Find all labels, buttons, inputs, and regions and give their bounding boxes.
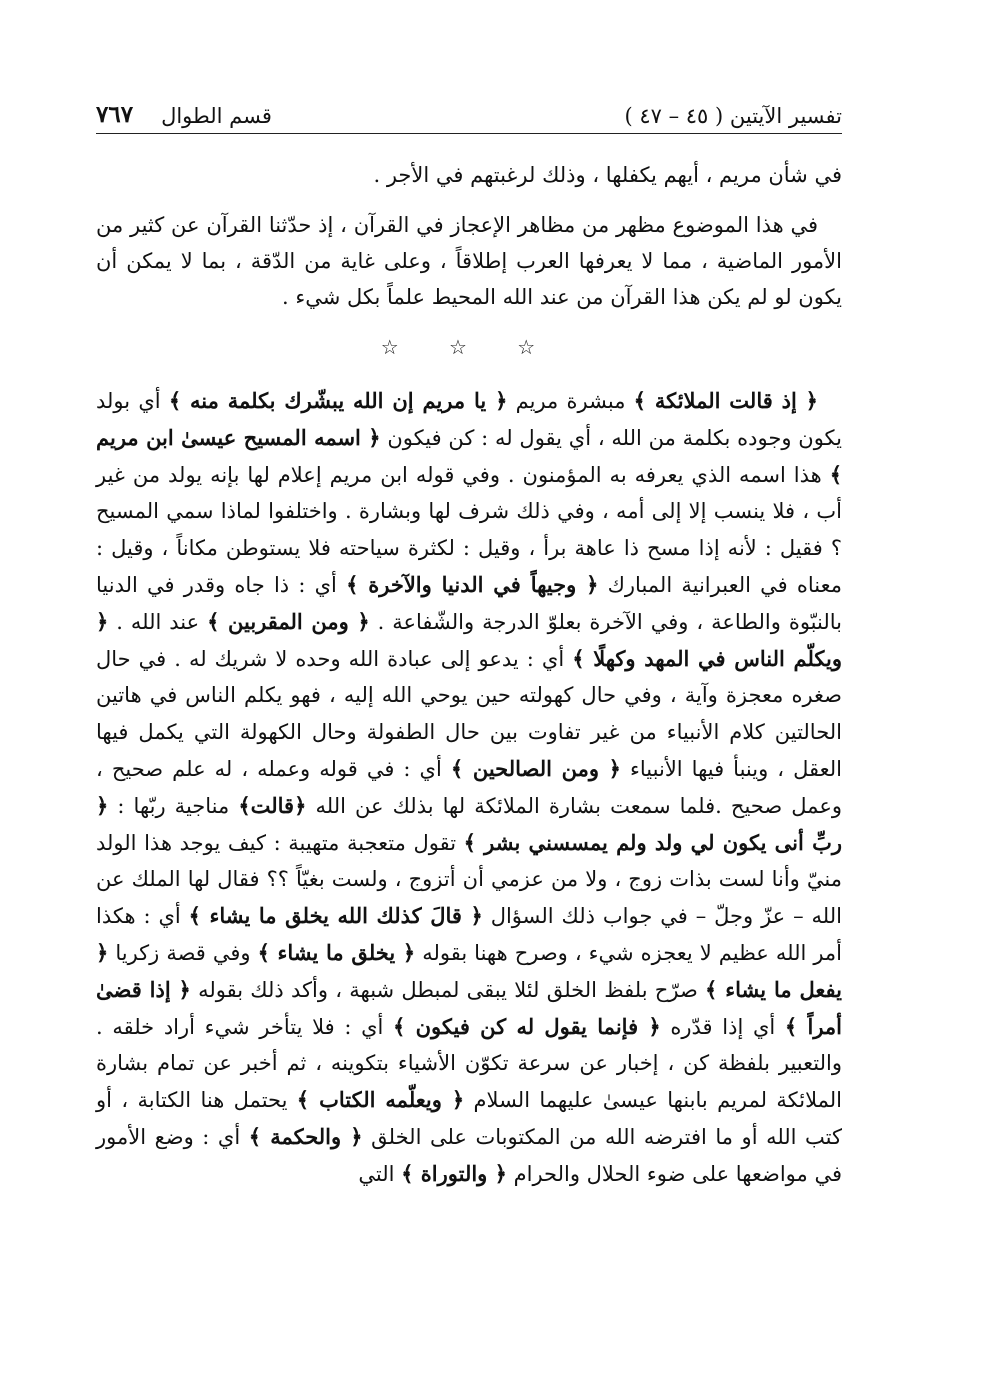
commentary-text: أي : في قوله وعمله ، له علم صحيح ، وعمل صحيح .فلما سمعت بشارة الملائكة لها بذلك عن الله: [96, 756, 842, 818]
quran-quote: ﴿ فإنما يقول له كن فيكون ﴾: [393, 1013, 661, 1039]
quran-quote: ﴿ قالَ كذلك الله يخلق ما يشاء ﴾: [188, 903, 483, 929]
section-divider-stars: ☆ ☆ ☆: [380, 335, 558, 359]
header-title: تفسير الآيتين ( ٤٥ – ٤٧ ): [624, 104, 842, 128]
paragraph-1: في شأن مريم ، أيهم يكفلها ، وذلك لرغبتهم في الأجر .: [373, 163, 842, 187]
page-body: [96, 157, 842, 1193]
quran-quote: ﴿ والتوراة ﴾: [401, 1160, 507, 1186]
commentary-text: صرّح بلفظ الخلق لئلا يبقى لمبطل شبهة ، وأكد ذلك بقوله: [190, 977, 706, 1002]
commentary-text: أي : هكذا أمر الله عظيم لا يعجزه شيء ، وصرح ههنا بقوله: [96, 904, 842, 965]
commentary-text: مناجية ربّها :: [108, 793, 239, 818]
commentary-text: أي : وضع الأمور في مواضعها على ضوء الحلال والحرام: [96, 1124, 842, 1186]
quran-quote: ﴿ يا مريم إن الله يبشّرك بكلمة منه ﴾: [168, 388, 508, 413]
header-left: [96, 101, 272, 128]
quran-quote: ﴿ إذا قضىٰ أمراً ﴾: [96, 976, 843, 1039]
commentary-text: يحتمل هنا الكتابة ، أو كتب الله أو ما افترضه الله من المكتوبات على الخلق: [96, 1088, 843, 1149]
quran-quote: ﴿ اسمه المسيح عيسىٰ ابن مريم ﴾: [96, 424, 842, 487]
page-number: ٧٦٧: [96, 101, 134, 128]
commentary-text: أي إذا قدّره: [660, 1014, 785, 1039]
commentary-text: أي : يدعو إلى عبادة الله وحده لا شريك له . في حال صغره معجزة وآية ، وفي حال كهولته حين يوحي الله إليه ، فهو يكلم الناس في هاتين الحالتين كلام الأنبياء من غير تفاوت بين حال الطفولة وحال الكهولة التي يكمل فيها العقل ، وينبأ فيها الأنبياء: [96, 646, 842, 781]
commentary-text: وفي قصة زكريا: [108, 940, 258, 965]
commentary-text: عند الله .: [108, 609, 208, 634]
quran-quote: ﴿ ومن المقربين ﴾: [207, 608, 370, 634]
quran-quote: ﴿ وجيهاً في الدنيا والآخرة ﴾: [346, 571, 599, 597]
header-rule: [96, 133, 842, 134]
commentary-text: أي : ذا جاه وقدر في الدنيا بالنبّوة والطاعة ، وفي الآخرة بعلوّ الدرجة والشّفاعة .: [96, 572, 842, 634]
commentary-text: هذا اسمه الذي يعرفه به المؤمنون . وفي قوله ابن مريم إعلام لها بإنه يولد من غير أب ، فلا ينسب إلا إلى أمه ، وفي ذلك شرف لها وبشارة . واختلفوا لماذا سمي المسيح ؟ فقيل : لأنه إذا مسح ذا عاهة برأ ، وقيل : لكثرة سياحته فلا يستوطن مكاناً ، وقيل : معناه في العبرانية المبارك: [96, 462, 843, 597]
quran-quote: ﴿ ويعلّمه الكتاب ﴾: [296, 1087, 465, 1113]
quran-quote: ﴿قالت﴾: [238, 792, 307, 818]
commentary-text: تقول متعجبة متهيبة : كيف يوجد هذا الولد منيّ وأنا لست بذات زوج ، ولا من عزمي أن أتزوج ، ولست بغيّاً ؟؟ فقال لها الملك عن الله – عزّ وجلّ – في جواب ذلك السؤال: [96, 830, 842, 929]
quran-quote: ﴿ والحكمة ﴾: [248, 1123, 363, 1149]
quran-quote: ﴿ يخلق ما يشاء ﴾: [257, 939, 416, 965]
commentary-text: أي بولد يكون وجوده بكلمة من الله ، أي يقول له : كن فيكون: [96, 389, 842, 450]
header-section: قسم الطوال: [161, 104, 272, 128]
quran-quote: ﴿ ويكلّم الناس في المهد وكهلًا ﴾: [96, 608, 842, 671]
paragraph-3: [96, 383, 842, 1193]
commentary-text: مبشرة مريم: [507, 389, 634, 413]
commentary-text: أي : فلا يتأخر شيء أراد خلقه . والتعبير بلفظة كن ، إخبار عن سرعة تكوّن الأشياء بتكوينه ، ثم أخبر عن تمام بشارة الملائكة لمريم بابنها عيسىٰ عليهما السلام: [96, 1014, 843, 1113]
quran-quote: ﴿ يفعل ما يشاء ﴾: [96, 939, 842, 1002]
paragraph-2: في هذا الموضوع مظهر من مظاهر الإعجاز في القرآن ، إذ حدّثنا القرآن عن كثير من الأمور الماضية ، مما لا يعرفها العرب إطلاقاً ، وعلى غاية من الدّقة ، بما لا يمكن أن يكون لو لم يكن هذا القرآن من عند الله المحيط علماً بكل شيء .: [96, 213, 842, 309]
commentary-text: التي: [358, 1161, 402, 1186]
running-header: [96, 88, 842, 128]
quran-quote: ﴿ ربِّ أنى يكون لي ولد ولم يمسسني بشر ﴾: [96, 792, 842, 855]
quran-quote: ﴿ إذ قالت الملائكة ﴾: [633, 388, 818, 413]
quran-quote: ﴿ ومن الصالحين ﴾: [450, 755, 621, 781]
